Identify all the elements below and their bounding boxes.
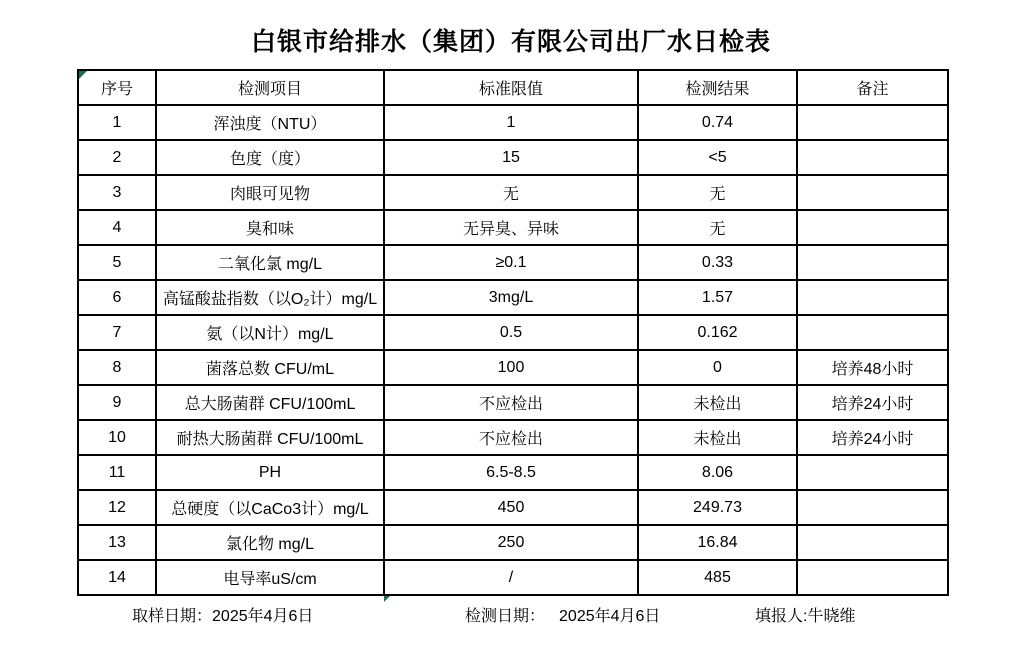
table-cell: 16.84 <box>638 525 797 560</box>
test-date-value: 2025年4月6日 <box>559 608 661 625</box>
table-cell <box>797 245 948 280</box>
table-cell: 6 <box>78 280 156 315</box>
table-cell: 9 <box>78 385 156 420</box>
table-row <box>78 385 948 420</box>
cell-error-marker-icon <box>79 71 87 79</box>
table-cell: 5 <box>78 245 156 280</box>
table-row <box>78 560 948 595</box>
test-date <box>465 603 660 626</box>
table-cell <box>797 175 948 210</box>
table-cell <box>797 280 948 315</box>
table-row <box>78 455 948 490</box>
table-cell: 培养24小时 <box>797 385 948 420</box>
table-cell: / <box>384 560 638 595</box>
table-cell: 1 <box>78 105 156 140</box>
table-cell: 8 <box>78 350 156 385</box>
table-cell: 450 <box>384 490 638 525</box>
table-row <box>78 245 948 280</box>
table-cell: 肉眼可见物 <box>156 175 384 210</box>
table-cell: 菌落总数 CFU/mL <box>156 350 384 385</box>
table-cell: 485 <box>638 560 797 595</box>
table-cell: 无异臭、异味 <box>384 210 638 245</box>
sampling-date-label: 取样日期： <box>132 608 213 625</box>
table-row <box>78 175 948 210</box>
table-cell: 15 <box>384 140 638 175</box>
table-cell: 氨（以N计）mg/L <box>156 315 384 350</box>
table-cell: 培养24小时 <box>797 420 948 455</box>
table-cell: 色度（度） <box>156 140 384 175</box>
table-cell: 电导率uS/cm <box>156 560 384 595</box>
table-cell: 高锰酸盐指数（以O₂计）mg/L <box>156 280 384 315</box>
inspection-table <box>77 69 949 596</box>
table-cell: 培养48小时 <box>797 350 948 385</box>
table-cell: 250 <box>384 525 638 560</box>
table-cell <box>797 560 948 595</box>
table-cell: 100 <box>384 350 638 385</box>
table-cell <box>797 105 948 140</box>
column-header: 检测结果 <box>638 70 797 105</box>
table-cell: 不应检出 <box>384 420 638 455</box>
column-header: 标准限值 <box>384 70 638 105</box>
table-cell: 未检出 <box>638 385 797 420</box>
sampling-date-value: 2025年4月6日 <box>212 608 314 625</box>
reporter-label: 填报人: <box>755 608 808 625</box>
table-cell: 不应检出 <box>384 385 638 420</box>
table-cell: <5 <box>638 140 797 175</box>
table-cell: 0.33 <box>638 245 797 280</box>
table-cell: 12 <box>78 490 156 525</box>
table-row <box>78 490 948 525</box>
table-cell: 13 <box>78 525 156 560</box>
table-cell: 无 <box>638 175 797 210</box>
table-cell: 1 <box>384 105 638 140</box>
table-cell: 0.5 <box>384 315 638 350</box>
table-row <box>78 140 948 175</box>
table-cell: 1.57 <box>638 280 797 315</box>
table-cell: 0 <box>638 350 797 385</box>
table-cell <box>797 140 948 175</box>
table-cell: 无 <box>638 210 797 245</box>
table-cell: 14 <box>78 560 156 595</box>
table-cell <box>797 455 948 490</box>
table-cell: 氯化物 mg/L <box>156 525 384 560</box>
table-cell: 8.06 <box>638 455 797 490</box>
table-row <box>78 315 948 350</box>
table-cell: 无 <box>384 175 638 210</box>
table-cell <box>797 210 948 245</box>
table-cell: 3mg/L <box>384 280 638 315</box>
table-cell: 2 <box>78 140 156 175</box>
table-cell: 7 <box>78 315 156 350</box>
table-row <box>78 105 948 140</box>
table-cell: 11 <box>78 455 156 490</box>
table-cell: ≥0.1 <box>384 245 638 280</box>
table-cell: 总大肠菌群 CFU/100mL <box>156 385 384 420</box>
table-cell: 0.74 <box>638 105 797 140</box>
table-cell: 249.73 <box>638 490 797 525</box>
table-cell: 未检出 <box>638 420 797 455</box>
reporter-name: 牛晓维 <box>807 608 856 625</box>
table-cell: 10 <box>78 420 156 455</box>
table-row <box>78 280 948 315</box>
table-cell: 0.162 <box>638 315 797 350</box>
table-cell: 4 <box>78 210 156 245</box>
cell-error-marker-icon <box>384 596 390 602</box>
table-cell: PH <box>156 455 384 490</box>
column-header: 备注 <box>797 70 948 105</box>
column-header: 检测项目 <box>156 70 384 105</box>
table-body <box>78 105 948 595</box>
table-cell <box>797 315 948 350</box>
table-row <box>78 350 948 385</box>
table-cell: 浑浊度（NTU） <box>156 105 384 140</box>
table-header-row <box>78 70 948 105</box>
table-cell <box>797 490 948 525</box>
table-cell: 总硬度（以CaCo3计）mg/L <box>156 490 384 525</box>
table-cell: 耐热大肠菌群 CFU/100mL <box>156 420 384 455</box>
table-row <box>78 525 948 560</box>
page-title: 白银市给排水（集团）有限公司出厂水日检表 <box>250 28 771 56</box>
table-cell: 6.5-8.5 <box>384 455 638 490</box>
table-cell <box>797 525 948 560</box>
table-cell: 3 <box>78 175 156 210</box>
table-row <box>78 210 948 245</box>
table-row <box>78 420 948 455</box>
table-cell: 二氧化氯 mg/L <box>156 245 384 280</box>
column-header: 序号 <box>78 70 156 105</box>
sampling-date <box>132 603 313 626</box>
test-date-label: 检测日期： <box>465 608 546 625</box>
reporter <box>755 603 855 626</box>
table-cell: 臭和味 <box>156 210 384 245</box>
